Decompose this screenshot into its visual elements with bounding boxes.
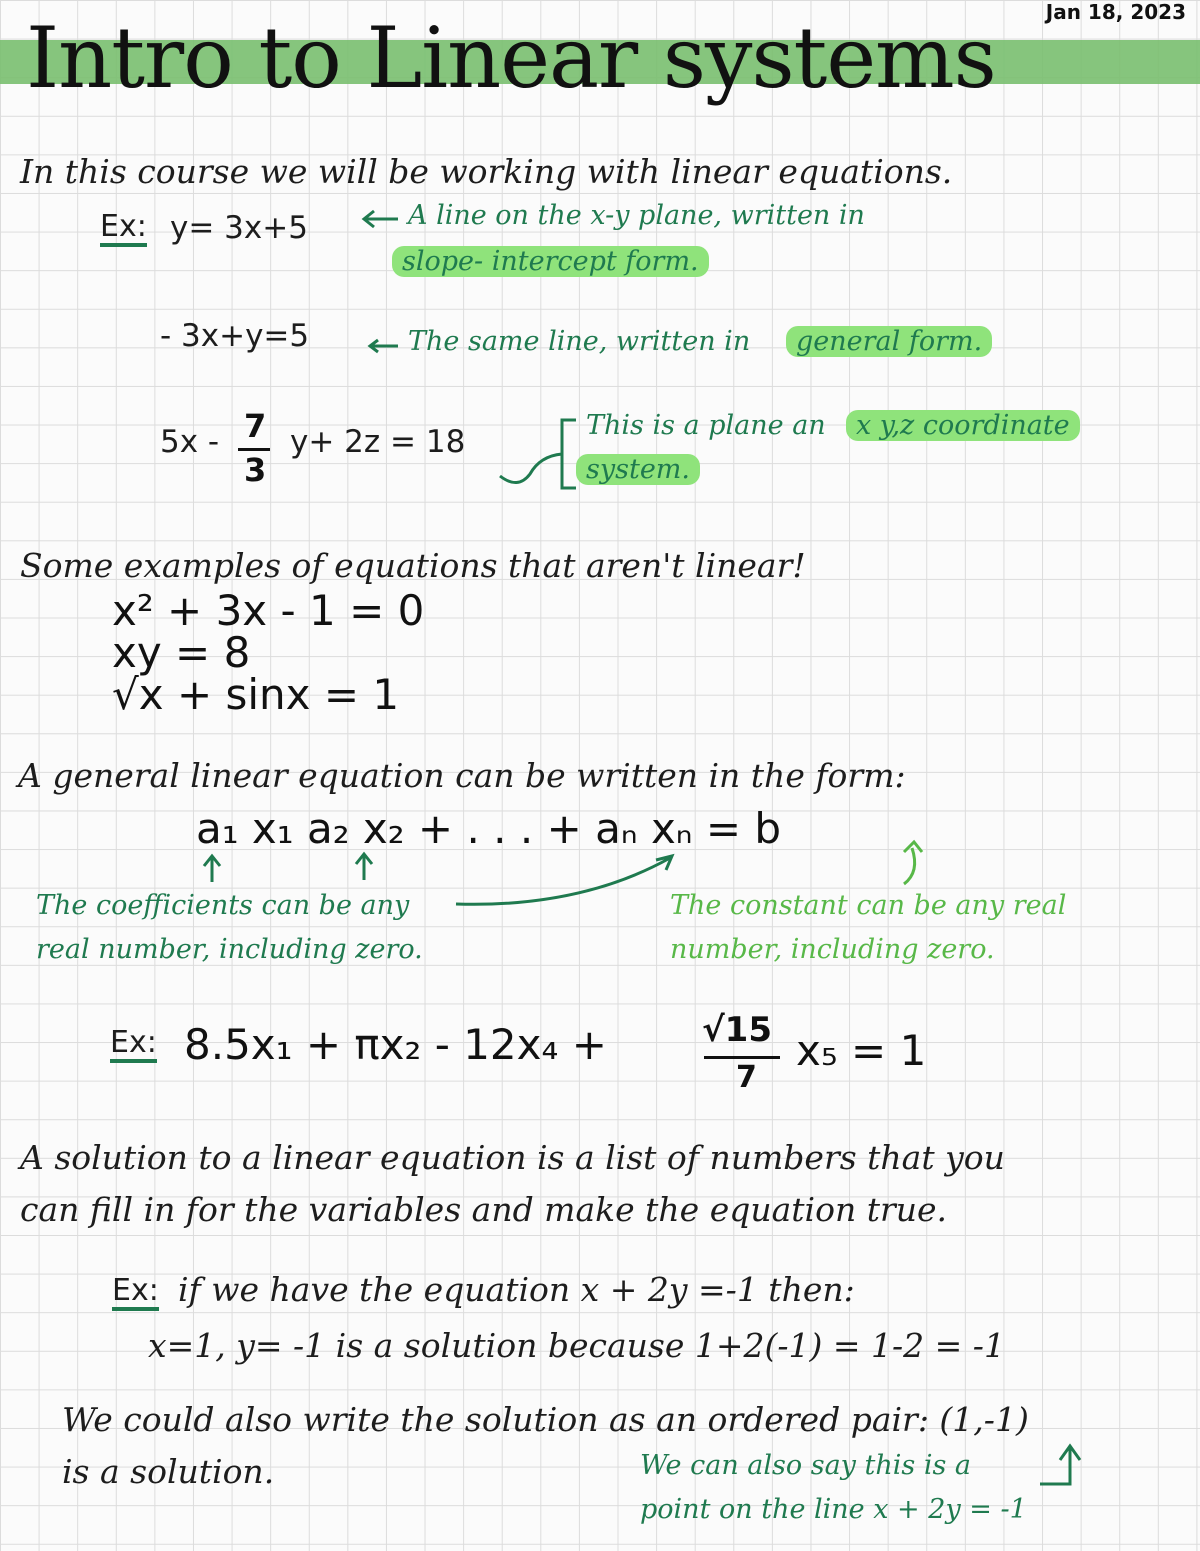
- constant-note: number, including zero.: [670, 934, 995, 965]
- curved-arrow-icon: [456, 856, 672, 904]
- curved-arrow-icon: [904, 842, 922, 884]
- plane-note: This is a plane an: [586, 410, 826, 441]
- general-form-note: The same line, written in: [408, 326, 751, 357]
- nonlinear-heading: Some examples of equations that aren't linear!: [20, 546, 806, 585]
- example-label: Ex:: [110, 1026, 157, 1063]
- intro-text: In this course we will be working with linear equations.: [20, 152, 953, 191]
- plane-equation-right: y+ 2z = 18: [290, 424, 466, 460]
- slope-intercept-note: A line on the x-y plane, written in: [408, 200, 865, 231]
- arrow-icon: [370, 340, 398, 352]
- up-arrow-icon: [356, 854, 372, 880]
- bracket-icon: [500, 420, 576, 488]
- nonlinear-item: x² + 3x - 1 = 0: [112, 586, 425, 635]
- general-linear-formula: a₁ x₁ a₂ x₂ + . . . + aₙ xₙ = b: [196, 804, 782, 853]
- example-label: Ex:: [100, 210, 147, 247]
- up-arrow-icon: [204, 856, 220, 882]
- constant-note: The constant can be any real: [670, 890, 1067, 921]
- date-label: Jan 18, 2023: [1045, 0, 1186, 24]
- coefficients-note: The coefficients can be any: [36, 890, 410, 921]
- solution-check: x=1, y= -1 is a solution because 1+2(-1) = 1-2 = -1: [148, 1326, 1005, 1365]
- fraction-denominator: 3: [244, 451, 267, 489]
- fraction-numerator: 7: [244, 407, 267, 445]
- plane-note-system: system.: [576, 454, 700, 485]
- nonlinear-item: xy = 8: [112, 628, 251, 677]
- coefficients-note: real number, including zero.: [36, 934, 423, 965]
- solution-definition: can fill in for the variables and make the equation true.: [20, 1190, 948, 1229]
- plane-equation-left: 5x -: [160, 424, 220, 460]
- up-arrow-icon: [1040, 1446, 1080, 1484]
- general-form-heading: A general linear equation can be written in the form:: [18, 756, 906, 795]
- nonlinear-item: √x + sinx = 1: [112, 670, 400, 719]
- example-fraction-numerator: √15: [702, 1010, 772, 1050]
- general-form-highlight: general form.: [786, 326, 992, 357]
- ordered-pair-text: We could also write the solution as an ordered pair: (1,-1): [62, 1400, 1029, 1439]
- example-equation: 8.5x₁ + πx₂ - 12x₄ +: [184, 1020, 607, 1069]
- slope-intercept-highlight: slope- intercept form.: [392, 246, 709, 277]
- page-title: Intro to Linear systems: [26, 9, 996, 107]
- point-on-line-note: We can also say this is a: [640, 1450, 972, 1481]
- plane-note-highlight: x y,z coordinate: [846, 410, 1080, 441]
- example-fraction-denominator: 7: [736, 1060, 757, 1095]
- arrow-icon: [364, 211, 398, 227]
- point-on-line-note: point on the line x + 2y = -1: [640, 1494, 1027, 1525]
- general-form-equation: - 3x+y=5: [160, 318, 310, 354]
- example-label: Ex:: [112, 1274, 159, 1311]
- example-equation-tail: x₅ = 1: [796, 1026, 927, 1075]
- solution-definition: A solution to a linear equation is a list of numbers that you: [20, 1138, 1005, 1177]
- solution-example-text: if we have the equation x + 2y =-1 then:: [178, 1270, 855, 1309]
- slope-intercept-equation: y= 3x+5: [170, 210, 308, 246]
- ordered-pair-text: is a solution.: [62, 1452, 275, 1491]
